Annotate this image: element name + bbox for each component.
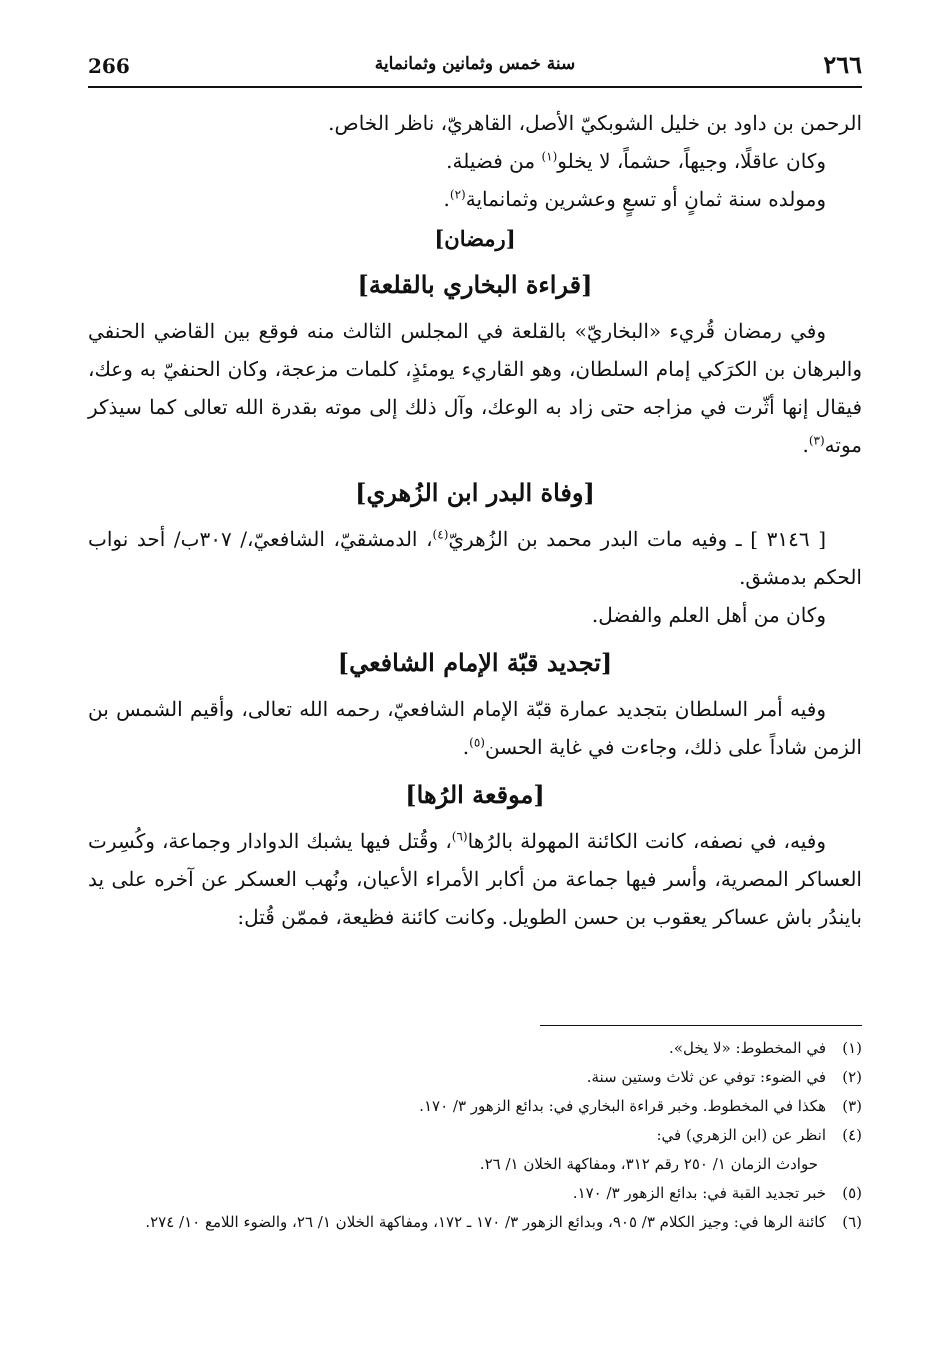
paragraph-5: [ ٣١٤٦ ] ـ وفيه مات البدر محمد بن الزُهريّ$^{(٤)}$، الدمشقيّ، الشافعيّ،/ ٣٠٧ب/ أحد نواب الحكم بدمشق. (88, 527, 862, 589)
footnote-ref-1[interactable]: (١) (541, 149, 558, 164)
paragraph-6: وكان من أهل العلم والفضل. (591, 603, 826, 627)
section-heading-shafii-dome: [تجديد قبّة الإمام الشافعي] (337, 648, 613, 677)
footnote-ref-6[interactable]: (٦) (451, 829, 468, 844)
footnote-ref-5[interactable]: (٥) (469, 735, 485, 750)
paragraph-7: وفيه أمر السلطان بتجديد عمارة قبّة الإمام الشافعيّ، رحمه الله تعالى، وأقيم الشمس بن الزمن شاداً على ذلك، وجاءت في غاية الحسن$^{(٥)}$. (88, 697, 862, 759)
section-heading-ruha-battle: [موقعة الرُها] (405, 780, 545, 809)
paragraph-3: ومولده سنة ثمانٍ أو تسعٍ وعشرين وثمانماية$^{(٢)}$. (443, 187, 826, 211)
footnote-ref-4[interactable]: (٤) (432, 527, 449, 542)
footnote-5: (٥)خبر تجديد القبة في: بدائع الزهور ٣/ ١٧٠. (572, 1184, 862, 1202)
header-rule (88, 86, 862, 88)
footnotes (88, 1034, 862, 1237)
page-header (88, 50, 862, 84)
paragraph-1: الرحمن بن داود بن خليل الشوبكيّ الأصل، القاهريّ، ناظر الخاص. (328, 111, 862, 135)
footnote-1: (١)في المخطوط: «لا يخل». (669, 1039, 862, 1057)
footnote-3: (٣)هكذا في المخطوط. وخبر قراءة البخاري في: بدائع الزهور ٣/ ١٧٠. (419, 1097, 862, 1115)
month-heading: [رمضان] (434, 226, 516, 251)
footnote-4: (٤)انظر عن (ابن الزهري) في: (656, 1126, 862, 1144)
footnote-rule (540, 1025, 862, 1026)
running-title: سنة خمس وثمانين وثمانماية (374, 54, 576, 74)
page-number-arabic: ٢٦٦ (823, 50, 862, 79)
section-heading-zuhri: [وفاة البدر ابن الزُهري] (355, 478, 595, 507)
page-number-latin: 266 (88, 54, 130, 78)
footnote-2: (٢)في الضوء: توفي عن ثلاث وستين سنة. (586, 1068, 862, 1086)
paragraph-2: وكان عاقلًا، وجيهاً، حشماً، لا يخلو$^{(١)}$ من فضيلة. (446, 149, 826, 173)
section-heading-bukhari: [قراءة البخاري بالقلعة] (357, 270, 593, 299)
paragraph-4: وفي رمضان قُريء «البخاريّ» بالقلعة في المجلس الثالث منه فوقع بين القاضي الحنفي والبرهان بن الكرَكي إمام السلطان، وهو القاريء يومئذٍ، كلمات مزعجة، وكان الحنفيّ به وعك، فيقال إنها أثّرت في مزاجه حتى زاد به الوعك، وآل ذلك إلى موته بقدرة الله تعالى كما سيذكر موته$^{(٣)}$. (88, 319, 862, 457)
main-text (88, 104, 862, 936)
footnote-ref-3[interactable]: (٣) (808, 433, 825, 448)
footnote-4-continuation: حوادث الزمان ١/ ٢٥٠ رقم ٣١٢، ومفاكهة الخلان ١/ ٢٦. (479, 1155, 818, 1173)
footnote-6: (٦)كائنة الرها في: وجيز الكلام ٣/ ٩٠٥، وبدائع الزهور ٣/ ١٧٠ ـ ١٧٢، ومفاكهة الخلان ١/ ٢٦، والضوء اللامع ١٠/ ٢٧٤. (145, 1213, 862, 1231)
paragraph-8: وفيه، في نصفه، كانت الكائنة المهولة بالرُها$^{(٦)}$، وقُتل فيها يشبك الدوادار وجماعة، وكُسِرت العساكر المصرية، وأسر فيها جماعة من أكابر الأمراء الأعيان، ونُهب العسكر عن آخره على يد بايندُر باش عساكر يعقوب بن حسن الطويل. وكانت كائنة فظيعة، فممّن قُتل: (88, 829, 862, 929)
footnote-ref-2[interactable]: (٢) (449, 187, 466, 202)
